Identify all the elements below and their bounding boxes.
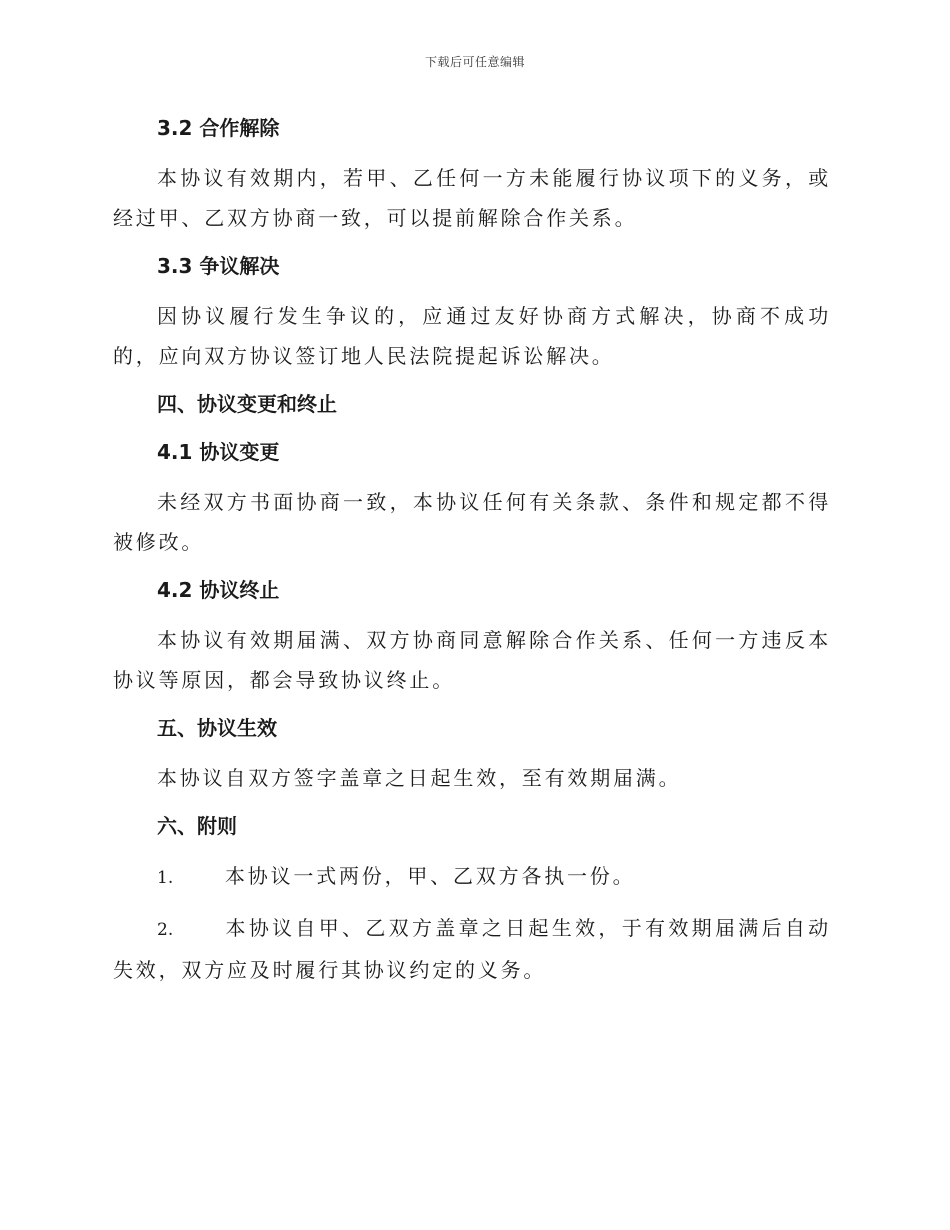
section-5-title: 五、协议生效 [157,716,277,740]
section-4-1-body: 未经双方书面协商一致，本协议任何有关条款、条件和规定都不得被修改。 [113,490,831,554]
section-3-2-title: 3.2 合作解除 [157,116,280,140]
section-4-1-title: 4.1 协议变更 [157,440,280,464]
section-3-3-title: 3.3 争议解决 [157,254,280,278]
document-body [113,110,831,1000]
list-item-number: 1. [157,868,174,888]
section-4-title: 四、协议变更和终止 [157,392,337,416]
list-item-number: 2. [157,920,174,940]
list-item-text: 本协议自甲、乙双方盖章之日起生效，于有效期届满后自动失效，双方应及时履行其协议约定的义务。 [113,916,831,982]
list-item [113,856,831,898]
section-3-3-body: 因协议履行发生争议的，应通过友好协商方式解决，协商不成功的，应向双方协议签订地人民法院提起诉讼解决。 [113,304,831,368]
page-header: 下载后可任意编辑 [424,55,525,69]
section-6-title: 六、附则 [157,814,237,838]
section-4-2-body: 本协议有效期届满、双方协商同意解除合作关系、任何一方违反本协议等原因，都会导致协议终止。 [113,628,831,692]
section-3-2-body: 本协议有效期内，若甲、乙任何一方未能履行协议项下的义务，或经过甲、乙双方协商一致，可以提前解除合作关系。 [113,166,831,230]
list-item-text: 本协议一式两份，甲、乙双方各执一份。 [225,864,636,888]
section-4-2-title: 4.2 协议终止 [157,578,280,602]
section-5-body: 本协议自双方签字盖章之日起生效，至有效期届满。 [157,766,682,790]
list-item [113,908,831,990]
